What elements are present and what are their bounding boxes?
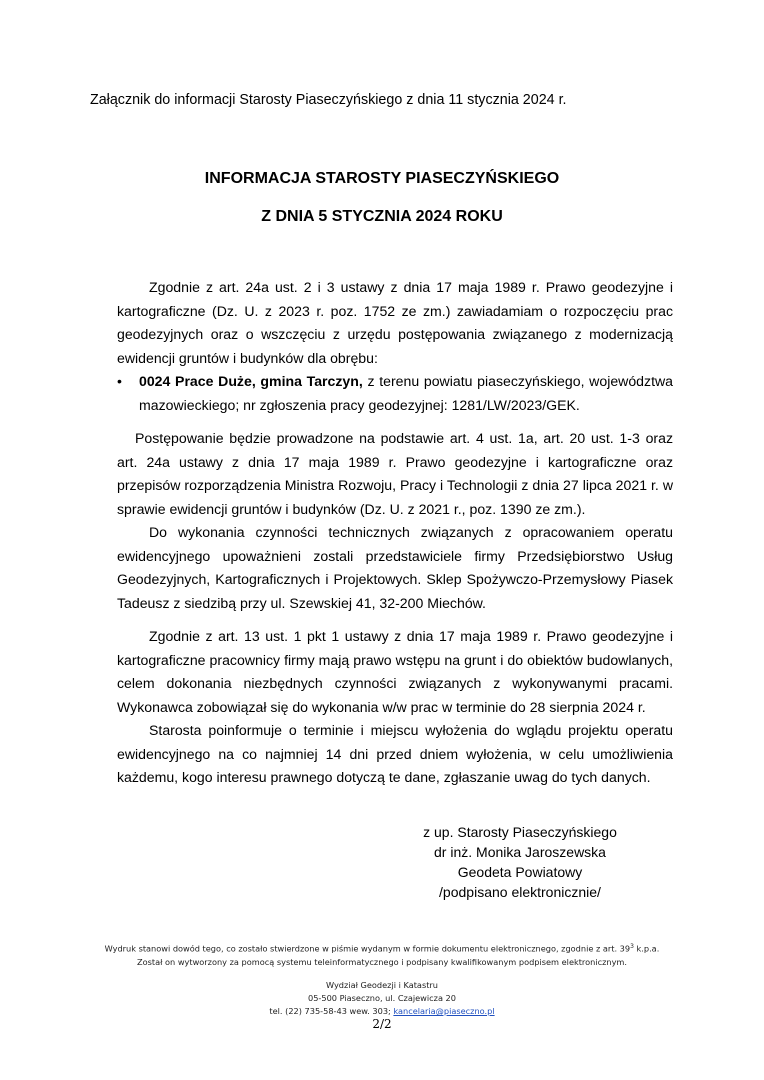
paragraph-notice: Zgodnie z art. 24a ust. 2 i 3 ustawy z dnia 17 maja 1989 r. Prawo geodezyjne i kartograficzne (Dz. U. z 2023 r. poz. 1752 ze zm.) zawiadamiam o rozpoczęciu prac geodezyjnych oraz o wszczęciu z urzędu postępowania związanego z modernizacją ewidencji gruntów i budynków dla obrębu: <box>117 279 673 366</box>
email-link[interactable]: kancelaria@piaseczno.pl <box>393 1006 495 1016</box>
precinct-list <box>117 370 673 417</box>
footer-phone: tel. (22) 735-58-43 wew. 303; <box>269 1006 394 1016</box>
precinct-name: 0024 Prace Duże, gmina Tarczyn, <box>139 373 363 389</box>
footer-department: Wydział Geodezji i Katastru <box>326 980 438 990</box>
paragraph-contractor: Do wykonania czynności technicznych związanych z opracowaniem operatu ewidencyjnego upoważnieni zostali przedstawiciele firmy Przedsiębiorstwo Usług Geodezyjnych, Kartograficznych i Projektowych. Sklep Spożywczo-Przemysłowy Piasek Tadeusz z siedzibą przy ul. Szewskiej 41, 32-200 Miechów. <box>117 524 673 611</box>
paragraph-access-rights: Zgodnie z art. 13 ust. 1 pkt 1 ustawy z dnia 17 maja 1989 r. Prawo geodezyjne i kartograficzne pracownicy firmy mają prawo wstępu na grunt i do obiektów budowlanych, celem dokonania niezbędnych czynności związanych z wykonywanymi pracami. Wykonawca zobowiązał się do wykonania w/w prac w terminie do 28 sierpnia 2024 r. <box>117 628 673 715</box>
annex-note: Załącznik do informacji Starosty Piaseczyńskiego z dnia 11 stycznia 2024 r. <box>90 92 567 108</box>
footer-legal <box>0 940 764 969</box>
footer-legal-line1: Wydruk stanowi dowód tego, co zostało stwierdzone w piśmie wydanym w formie dokumentu elektronicznego, zgodnie z art. $39^3$ k.p.a. <box>104 943 660 954</box>
document-title: INFORMACJA STAROSTY PIASECZYŃSKIEGO <box>204 170 560 187</box>
document-date-title: Z DNIA 5 STYCZNIA 2024 ROKU <box>261 208 503 225</box>
signature-position: Geodeta Powiatowy <box>457 864 583 880</box>
paragraph-legal-basis: Postępowanie będzie prowadzone na podstawie art. 4 ust. 1a, art. 20 ust. 1-3 oraz art. 24a ustawy z dnia 17 maja 1989 r. Prawo geodezyjne i kartograficzne oraz przepisów rozporządzenia Ministra Rozwoju, Pracy i Technologii z dnia 27 lipca 2021 r. w sprawie ewidencji gruntów i budynków (Dz. U. z 2021 r., poz. 1390 ze zm.). <box>117 430 673 517</box>
signature-authority: z up. Starosty Piaseczyńskiego <box>423 824 617 840</box>
footer-contact <box>0 979 764 1018</box>
page-number: 2/2 <box>372 1017 392 1031</box>
signature-note: /podpisano elektronicznie/ <box>439 884 601 900</box>
precinct-details: z terenu powiatu piaseczyńskiego, województwa mazowieckiego; nr zgłoszenia pracy geodezyjnej: 1281/LW/2023/GEK. <box>139 373 673 413</box>
footer-address: 05-500 Piaseczno, ul. Czajewicza 20 <box>308 993 456 1003</box>
bullet-icon: • <box>117 373 122 389</box>
list-item <box>117 370 673 417</box>
document-body <box>117 276 673 790</box>
signature-name: dr inż. Monika Jaroszewska <box>434 844 606 860</box>
signature-block <box>410 822 630 902</box>
footer-legal-line2: Został on wytworzony za pomocą systemu teleinformatycznego i podpisany kwalifikowanym podpisem elektronicznym. <box>137 956 627 967</box>
paragraph-announcement: Starosta poinformuje o terminie i miejscu wyłożenia do wglądu projektu operatu ewidencyjnego na co najmniej 14 dni przed dniem wyłożenia, w celu umożliwienia każdemu, kogo interesu prawnego dotyczą te dane, zgłaszanie uwag do tych danych. <box>117 722 673 785</box>
